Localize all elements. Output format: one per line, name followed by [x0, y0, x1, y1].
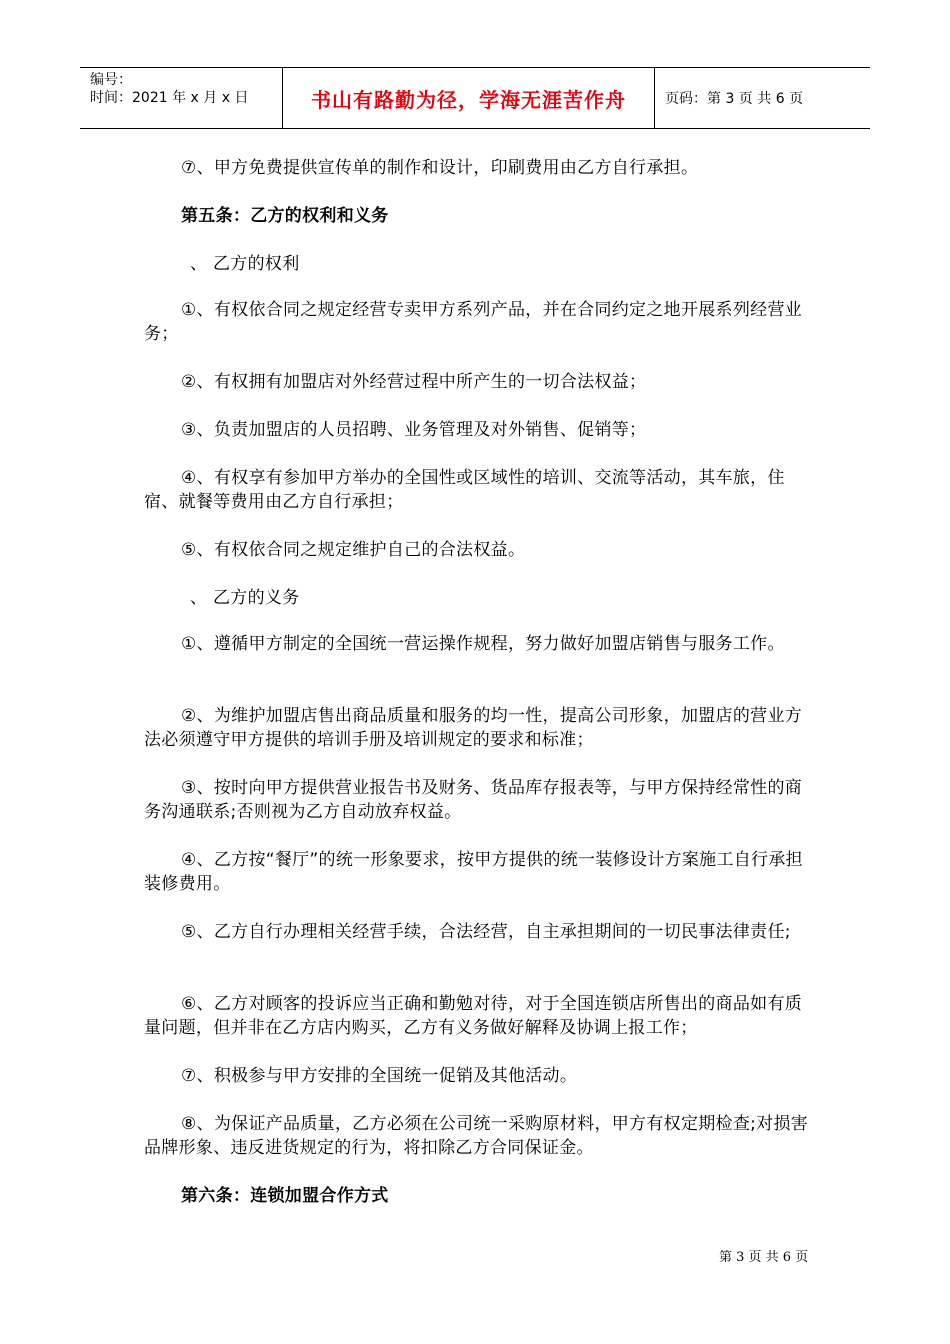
duty-item-2: ②、为维护加盟店售出商品质量和服务的均一性，提高公司形象，加盟店的营业方法必须遵守甲方提供的培训手册及培训规定的要求和标准； — [144, 706, 803, 750]
header-motto-cell — [282, 68, 655, 128]
date-line: 时间：2021 年 x 月 x 日 — [90, 90, 249, 106]
right-item-1: ①、有权依合同之规定经营专卖甲方系列产品，并在合同约定之地开展系列经营业务； — [144, 300, 803, 344]
header-meta — [80, 68, 282, 128]
paragraph-item-7: ⑦、甲方免费提供宣传单的制作和设计，印刷费用由乙方自行承担。 — [181, 158, 699, 178]
document-header — [80, 67, 870, 129]
duty-item-8: ⑧、为保证产品质量，乙方必须在公司统一采购原材料，甲方有权定期检查;对损害品牌形象、违反进货规定的行为，将扣除乙方合同保证金。 — [144, 1114, 809, 1158]
duties-heading: 、 乙方的义务 — [190, 588, 300, 608]
duty-item-3: ③、按时向甲方提供营业报告书及财务、货品库存报表等，与甲方保持经常性的商务沟通联系;否则视为乙方自动放弃权益。 — [144, 778, 803, 822]
motto: 书山有路勤为径，学海无涯苦作舟 — [311, 87, 626, 112]
footer-page-number: 第 3 页 共 6 页 — [719, 1250, 809, 1265]
right-item-5: ⑤、有权依合同之规定维护自己的合法权益。 — [181, 540, 526, 560]
duty-item-5: ⑤、乙方自行办理相关经营手续，合法经营，自主承担期间的一切民事法律责任; — [181, 922, 791, 942]
page-footer — [719, 1246, 808, 1265]
duty-item-1: ①、遵循甲方制定的全国统一营运操作规程，努力做好加盟店销售与服务工作。 — [181, 634, 785, 654]
duty-item-6: ⑥、乙方对顾客的投诉应当正确和勤勉对待，对于全国连锁店所售出的商品如有质量问题，但并非在乙方店内购买，乙方有义务做好解释及协调上报工作； — [144, 994, 803, 1038]
rights-heading: 、 乙方的权利 — [190, 254, 300, 274]
right-item-4: ④、有权享有参加甲方举办的全国性或区域性的培训、交流等活动，其车旅，住宿、就餐等费用由乙方自行承担； — [144, 468, 785, 512]
serial-number-label: 编号： — [90, 72, 132, 88]
article-6-title: 第六条：连锁加盟合作方式 — [181, 1186, 389, 1206]
article-5-title: 第五条：乙方的权利和义务 — [181, 206, 389, 226]
duty-item-4: ④、乙方按“餐厅”的统一形象要求，按甲方提供的统一装修设计方案施工自行承担装修费用。 — [144, 850, 803, 894]
right-item-2: ②、有权拥有加盟店对外经营过程中所产生的一切合法权益； — [181, 372, 647, 392]
header-page-info: 页码：第 3 页 共 6 页 — [665, 91, 804, 107]
header-page-cell — [655, 68, 870, 128]
right-item-3: ③、负责加盟店的人员招聘、业务管理及对外销售、促销等； — [181, 420, 647, 440]
duty-item-7: ⑦、积极参与甲方安排的全国统一促销及其他活动。 — [181, 1066, 578, 1086]
